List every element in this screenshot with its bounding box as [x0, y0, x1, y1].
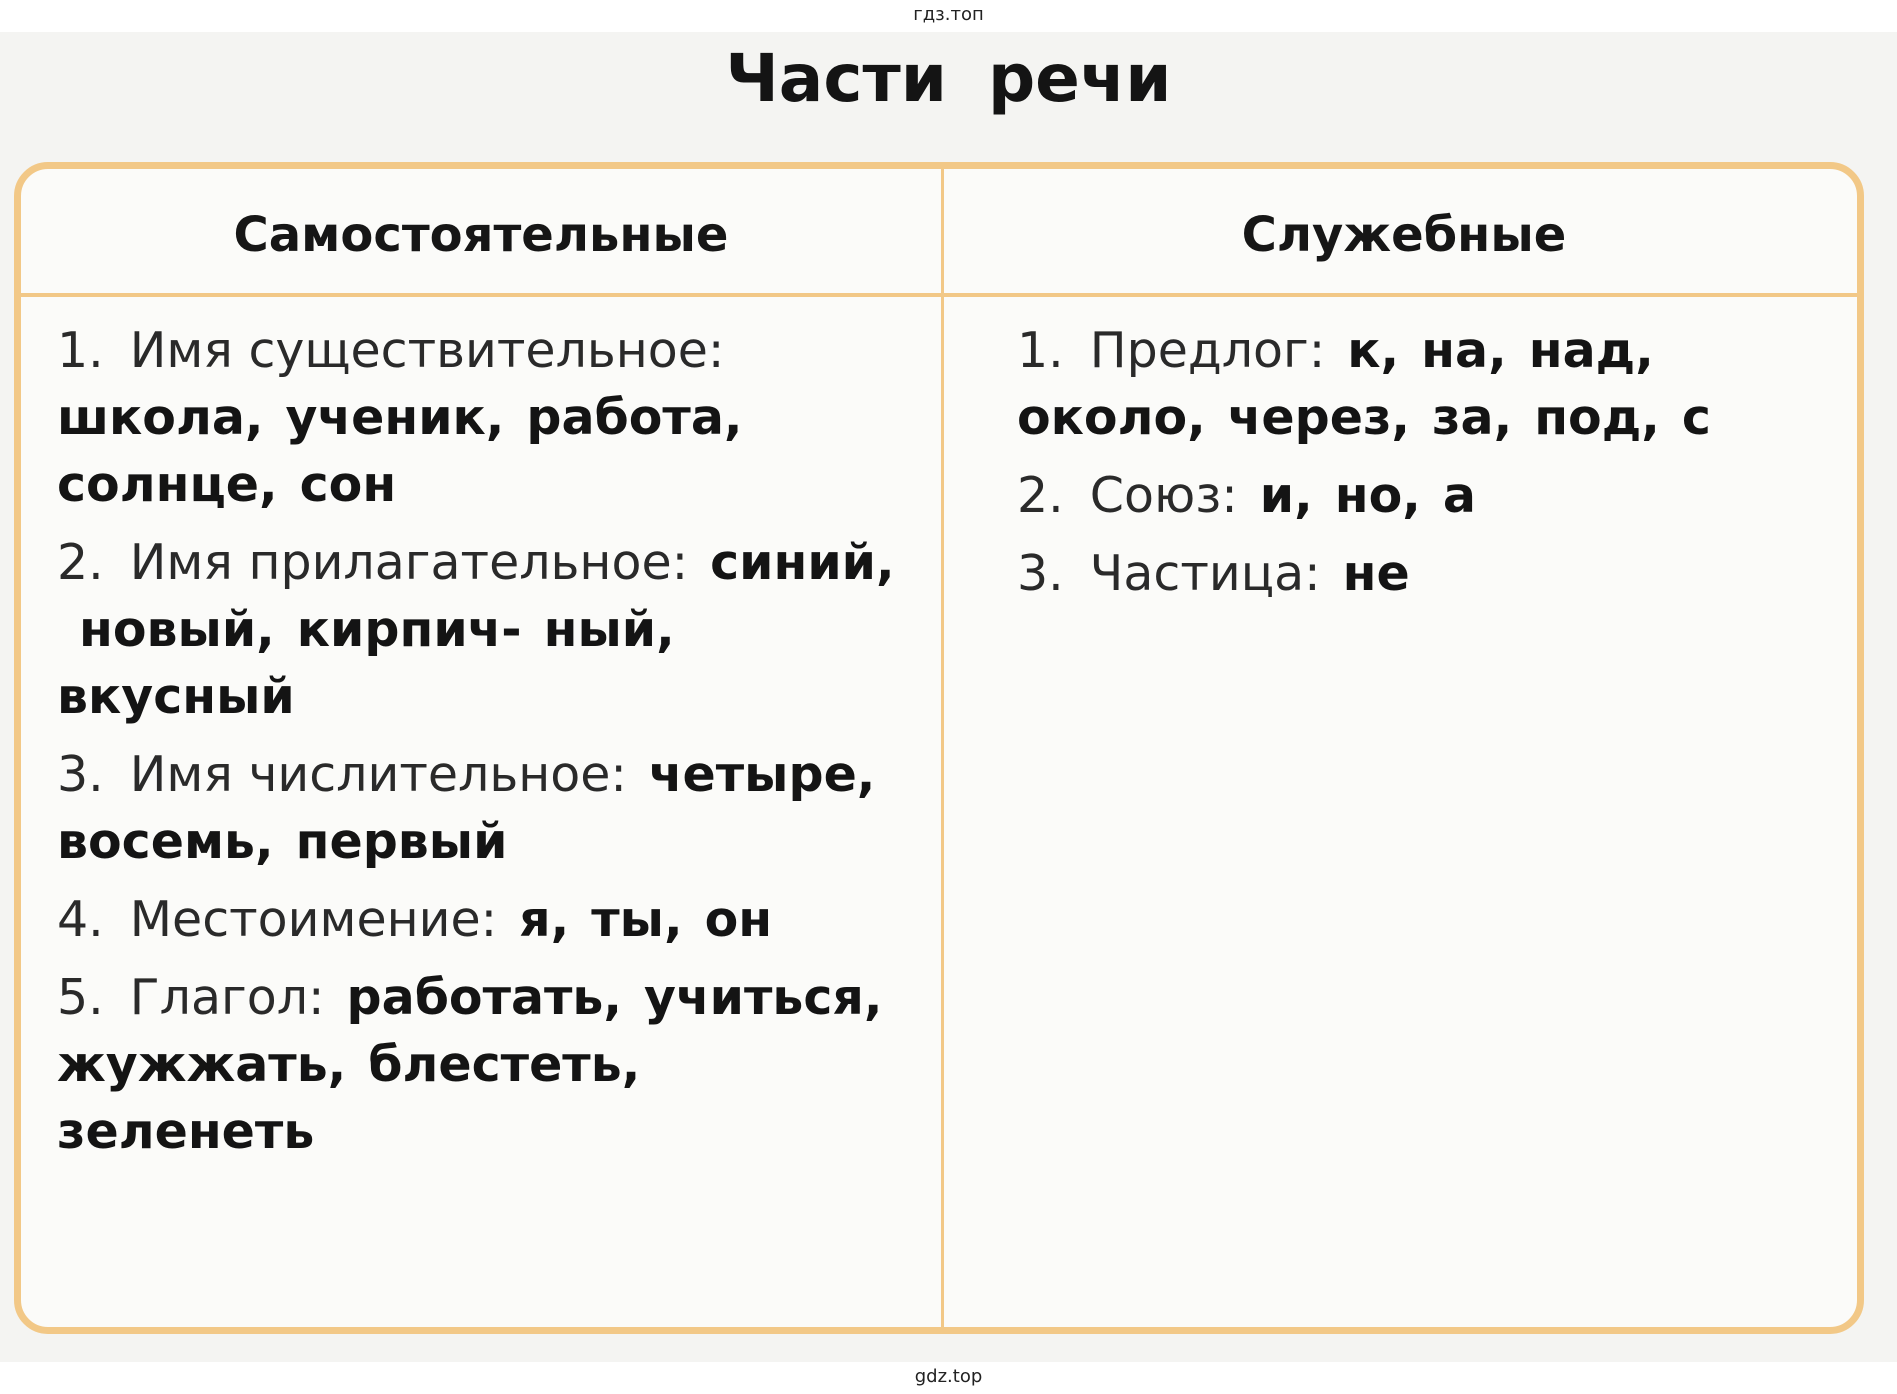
independent-entry-number: 2.	[57, 534, 104, 591]
auxiliary-example-word: к,	[1347, 322, 1400, 379]
auxiliary-example-word: но,	[1334, 467, 1421, 524]
independent-entry	[57, 529, 907, 730]
independent-example-word: школа,	[57, 389, 264, 446]
independent-example-word: я,	[519, 891, 570, 948]
auxiliary-example-word: на,	[1421, 322, 1507, 379]
auxiliary-entry	[1017, 540, 1837, 607]
page-title: Части речи	[725, 40, 1172, 117]
column-header-independent: Самостоятельные	[233, 207, 729, 263]
auxiliary-entry	[1017, 317, 1837, 451]
independent-example-word: новый,	[79, 601, 275, 658]
independent-entry-label: Имя прилагательное:	[129, 534, 689, 591]
independent-entry-number: 3.	[57, 746, 104, 803]
auxiliary-entry	[1017, 462, 1837, 529]
independent-entry	[57, 317, 907, 518]
independent-example-word: работать,	[346, 969, 623, 1026]
independent-entry	[57, 964, 907, 1165]
independent-example-word: первый	[295, 813, 508, 870]
independent-example-word: кирпич-	[296, 601, 522, 658]
auxiliary-example-word: а	[1442, 467, 1476, 524]
independent-example-word: ты,	[591, 891, 683, 948]
auxiliary-entry-label: Частица:	[1089, 545, 1321, 602]
header-divider	[21, 293, 1857, 297]
independent-example-word: сон	[299, 456, 397, 513]
independent-example-word: ный,	[543, 601, 675, 658]
independent-example-word: солнце,	[57, 456, 278, 513]
auxiliary-entry-label: Союз:	[1089, 467, 1238, 524]
independent-entry-label: Имя существительное:	[129, 322, 725, 379]
auxiliary-example-word: над,	[1528, 322, 1654, 379]
independent-example-word: работа,	[526, 389, 743, 446]
independent-entry-number: 5.	[57, 969, 104, 1026]
independent-entry-number: 4.	[57, 891, 104, 948]
independent-example-word: он	[704, 891, 773, 948]
auxiliary-entry-number: 2.	[1017, 467, 1064, 524]
independent-example-word: блестеть,	[368, 1036, 641, 1093]
independent-example-word: учиться,	[644, 969, 883, 1026]
independent-example-word: ученик,	[285, 389, 505, 446]
auxiliary-entry-label: Предлог:	[1089, 322, 1326, 379]
auxiliary-example-word: с	[1681, 389, 1711, 446]
auxiliary-entry-number: 3.	[1017, 545, 1064, 602]
independent-entry-label: Имя числительное:	[129, 746, 627, 803]
independent-entry-label: Местоимение:	[129, 891, 498, 948]
independent-entry-label: Глагол:	[129, 969, 325, 1026]
auxiliary-entry-number: 1.	[1017, 322, 1064, 379]
independent-entry	[57, 886, 907, 953]
independent-example-word: жужжать,	[57, 1036, 347, 1093]
auxiliary-example-word: и,	[1259, 467, 1313, 524]
independent-example-word: вкусный	[57, 668, 295, 725]
column-divider	[941, 169, 944, 1327]
independent-parts-list	[57, 317, 907, 1176]
independent-example-word: зеленеть	[57, 1103, 315, 1160]
auxiliary-example-word: за,	[1432, 389, 1513, 446]
independent-example-word: восемь,	[57, 813, 274, 870]
auxiliary-example-word: под,	[1534, 389, 1660, 446]
auxiliary-parts-list	[1017, 317, 1837, 618]
watermark-bottom: gdz.top	[914, 1366, 983, 1387]
independent-example-word: четыре,	[648, 746, 876, 803]
independent-example-word: синий,	[710, 534, 895, 591]
column-header-auxiliary: Служебные	[1241, 207, 1567, 263]
independent-entry-number: 1.	[57, 322, 104, 379]
auxiliary-example-word: около,	[1017, 389, 1206, 446]
parts-of-speech-table	[14, 162, 1864, 1334]
independent-entry	[57, 741, 907, 875]
auxiliary-example-word: через,	[1227, 389, 1411, 446]
watermark-top: гдз.топ	[913, 4, 984, 25]
auxiliary-example-word: не	[1342, 545, 1410, 602]
